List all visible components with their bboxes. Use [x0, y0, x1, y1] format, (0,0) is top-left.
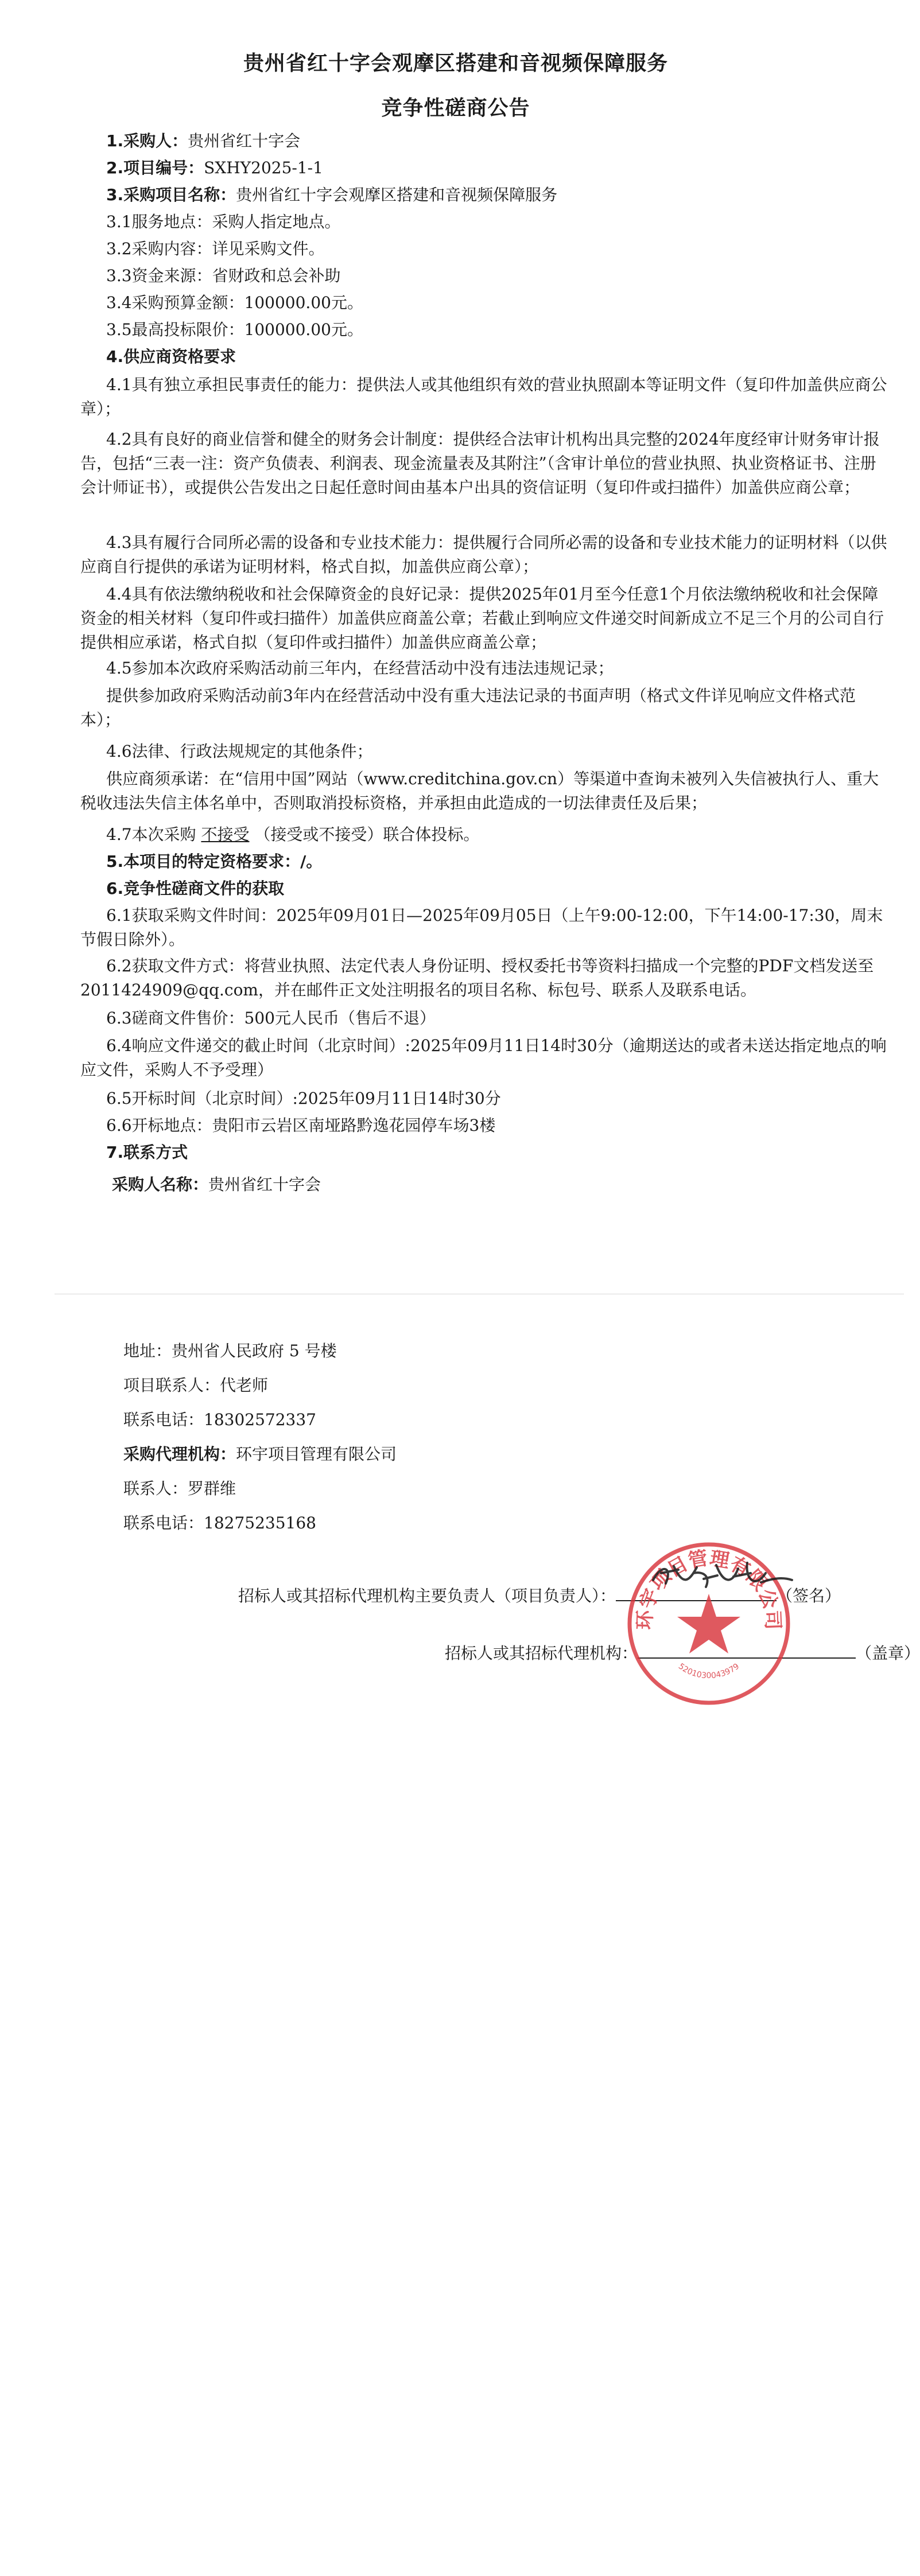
project-number-label: 2.项目编号： — [106, 158, 204, 177]
requirement-4-7-prefix: 4.7本次采购 — [106, 825, 196, 844]
project-name-label: 3.采购项目名称： — [106, 185, 236, 204]
budget-amount: 3.4采购预算金额：100000.00元。 — [106, 293, 363, 312]
consortium-choice: 不接受 — [201, 825, 250, 844]
purchaser-name-label: 采购人名称： — [112, 1175, 209, 1194]
document-title: 贵州省红十字会观摩区搭建和音视频保障服务 — [243, 52, 668, 75]
handwritten-signature — [649, 1556, 798, 1599]
section-5-heading: 5.本项目的特定资格要求：/。 — [106, 852, 323, 871]
stamp-suffix: （盖章） — [856, 1644, 920, 1663]
requirement-4-7 — [106, 823, 479, 846]
signature-label: 招标人或其招标代理机构主要负责人（项目负责人）： — [238, 1586, 616, 1605]
project-name-value: 贵州省红十字会观摩区搭建和音视频保障服务 — [236, 185, 558, 204]
project-number-line — [106, 157, 323, 180]
acquisition-time: 6.1获取采购文件时间：2025年09月01日—2025年09月05日（上午9:00-12:00，下午14:00-17:30，周末节假日除外）。 — [80, 906, 883, 949]
seal-star-icon — [677, 1594, 740, 1653]
requirement-4-1: 4.1具有独立承担民事责任的能力：提供法人或其他组织有效的营业执照副本等证明文件（复印件加盖供应商公章）； — [80, 375, 887, 418]
opening-time: 6.5开标时间（北京时间）:2025年09月11日14时30分 — [106, 1089, 501, 1108]
requirement-4-3: 4.3具有履行合同所必需的设备和专业技术能力：提供履行合同所必需的设备和专业技术能力的证明材料（以供应商自行提供的承诺为证明材料，格式自拟，加盖供应商公章）； — [80, 533, 887, 576]
document-subtitle: 竞争性磋商公告 — [381, 96, 530, 120]
project-number-value: SXHY2025-1-1 — [204, 158, 323, 177]
funding-source: 3.3资金来源：省财政和总会补助 — [106, 266, 341, 285]
section-6-heading: 6.竞争性磋商文件的获取 — [106, 879, 285, 898]
seal-number: 5201030043979 — [676, 1661, 742, 1681]
purchaser-address: 地址：贵州省人民政府 5 号楼 — [123, 1341, 337, 1360]
opening-location: 6.6开标地点：贵阳市云岩区南垭路黔逸花园停车场3楼 — [106, 1116, 496, 1135]
signature-suffix: （签名） — [777, 1586, 841, 1605]
agency-value: 环宇项目管理有限公司 — [236, 1445, 397, 1464]
requirement-4-2: 4.2具有良好的商业信誉和健全的财务会计制度：提供经合法审计机构出具完整的2024年度经审计财务审计报告，包括“三表一注：资产负债表、利润表、现金流量表及其附注”（含审计单位的营业执照、执业资格证书、注册会计师证书），或提供公告发出之日起任意时间由基本户出具的资信证明（复印件或扫描件）加盖供应商公章； — [80, 430, 880, 497]
purchaser-value: 贵州省红十字会 — [188, 131, 301, 150]
agency-line — [123, 1443, 397, 1466]
purchaser-line — [106, 130, 300, 153]
section-4-heading: 4.供应商资格要求 — [106, 347, 236, 366]
purchaser-name-value: 贵州省红十字会 — [208, 1175, 321, 1194]
project-name-line — [106, 184, 557, 207]
submission-deadline: 6.4响应文件递交的截止时间（北京时间）:2025年09月11日14时30分（逾期送达的或者未送达指定地点的响应文件，采购人不予受理） — [80, 1036, 887, 1079]
stamp-label: 招标人或其招标代理机构： — [445, 1644, 638, 1663]
purchaser-name-line — [112, 1173, 321, 1196]
service-location: 3.1服务地点：采购人指定地点。 — [106, 212, 341, 231]
requirement-4-5: 4.5参加本次政府采购活动前三年内，在经营活动中没有违法违规记录； — [106, 659, 614, 678]
requirement-4-6: 4.6法律、行政法规规定的其他条件； — [106, 742, 373, 761]
purchaser-phone: 联系电话：18302572337 — [123, 1410, 316, 1429]
requirement-4-4: 4.4具有依法缴纳税收和社会保障资金的良好记录：提供2025年01月至今任意1个月依法缴纳税收和社会保障资金的相关材料（复印件或扫描件）加盖供应商盖公章；若截止到响应文件递交时间新成立不足三个月的公司自行提供相应承诺，格式自拟（复印件或扫描件）加盖供应商盖公章； — [80, 585, 884, 652]
section-7-heading: 7.联系方式 — [106, 1143, 188, 1162]
document-price: 6.3磋商文件售价：500元人民币（售后不退） — [106, 1009, 436, 1028]
agency-label: 采购代理机构： — [123, 1445, 236, 1464]
purchaser-label: 1.采购人： — [106, 131, 188, 150]
requirement-4-6-commitment: 供应商须承诺：在“信用中国”网站（www.creditchina.gov.cn）等渠道中查询未被列入失信被执行人、重大税收违法失信主体名单中，否则取消投标资格，并承担由此造成的一切法律责任及后果； — [80, 769, 879, 812]
acquisition-method: 6.2获取文件方式：将营业执照、法定代表人身份证明、授权委托书等资料扫描成一个完整的PDF文档发送至2011424909@qq.com，并在邮件正文处注明报名的项目名称、标包号、联系人及联系电话。 — [80, 956, 874, 999]
requirement-4-5-statement: 提供参加政府采购活动前3年内在经营活动中没有重大违法记录的书面声明（格式文件详见响应文件格式范本）； — [80, 686, 856, 729]
procurement-content: 3.2采购内容：详见采购文件。 — [106, 239, 325, 258]
agency-contact: 联系人：罗群维 — [123, 1479, 236, 1498]
seal-company-name: 环宇项目管理有限公司 — [633, 1547, 785, 1631]
requirement-4-7-suffix: （接受或不接受）联合体投标。 — [254, 825, 480, 844]
svg-text:5201030043979 — [677, 1662, 741, 1681]
purchaser-project-contact: 项目联系人：代老师 — [123, 1376, 269, 1395]
max-bid-limit: 3.5最高投标限价：100000.00元。 — [106, 320, 363, 339]
agency-phone: 联系电话：18275235168 — [123, 1513, 316, 1532]
